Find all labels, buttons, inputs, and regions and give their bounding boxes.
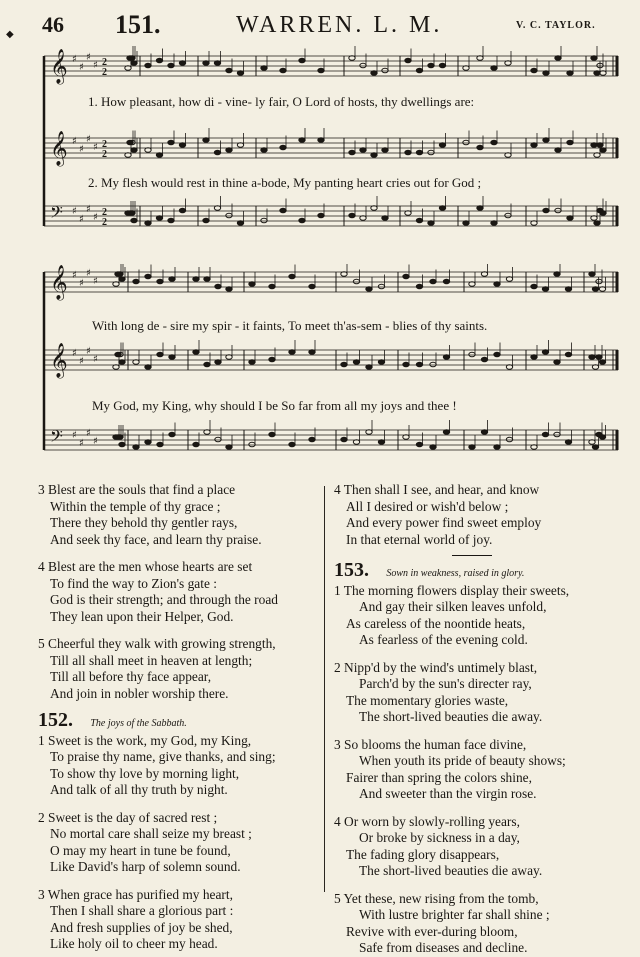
left-column	[38, 482, 278, 953]
note-head	[353, 279, 359, 284]
sharp-icon: ♯	[79, 214, 84, 225]
note-head	[463, 140, 469, 145]
sharp-icon: ♯	[79, 62, 84, 73]
note-head	[594, 71, 600, 76]
verse-line: Or broke by sickness in a day,	[359, 830, 520, 845]
note-head	[289, 274, 295, 279]
verse-line: And gay their silken leaves unfold,	[359, 599, 547, 614]
sharp-icon: ♯	[93, 142, 98, 153]
verse-line: Revive with ever-during bloom,	[346, 923, 518, 939]
note-head	[567, 71, 573, 76]
note-head	[131, 61, 137, 66]
verse-line: As careless of the noontide heats,	[346, 615, 526, 631]
right-column	[334, 482, 569, 957]
note-head	[156, 58, 162, 63]
verse-line: As fearless of the evening cold.	[359, 632, 528, 647]
note-head	[203, 218, 209, 223]
sharp-icon: ♯	[86, 428, 91, 439]
note-head	[469, 445, 475, 450]
sharp-icon: ♯	[79, 438, 84, 449]
note-head	[531, 284, 537, 289]
note-head	[382, 68, 388, 73]
verse-line: And every power find sweet employ	[346, 515, 542, 530]
note-head	[443, 355, 449, 360]
note-head	[589, 272, 595, 277]
note-head	[542, 350, 548, 355]
verse-line: The short-lived beauties die away.	[359, 709, 543, 724]
staff-system-1	[38, 38, 622, 238]
note-head	[565, 440, 571, 445]
verse-line: 1 The morning flowers display their sweets,	[334, 582, 570, 598]
note-head	[555, 56, 561, 61]
note-head	[596, 355, 602, 360]
verse-line: Then I shall share a glorious part :	[50, 903, 234, 918]
note-head	[129, 56, 135, 61]
note-head	[179, 143, 185, 148]
music-system-2	[38, 264, 622, 464]
note-head	[193, 350, 199, 355]
note-head	[589, 355, 595, 360]
note-head	[214, 150, 220, 155]
note-head	[439, 206, 445, 211]
note-head	[168, 140, 174, 145]
note-head	[261, 66, 267, 71]
note-head	[594, 221, 600, 226]
note-head	[600, 211, 606, 216]
note-head	[599, 435, 605, 440]
sharp-icon: ♯	[93, 60, 98, 71]
note-head	[117, 272, 123, 277]
verse-line: Like David's harp of solemn sound.	[50, 859, 241, 874]
staves	[44, 46, 618, 228]
note-head	[157, 279, 163, 284]
note-head	[378, 440, 384, 445]
note-head	[439, 143, 445, 148]
verse-line: Till all shall meet in heaven at length;	[50, 652, 253, 668]
note-head	[269, 284, 275, 289]
note-head	[169, 277, 175, 282]
verse-line: The momentary glories waste,	[346, 692, 509, 708]
note-head	[318, 138, 324, 143]
note-head	[439, 63, 445, 68]
note-head	[416, 362, 422, 367]
verse-line: All I desired or wish'd below ;	[346, 498, 509, 514]
note-head	[405, 58, 411, 63]
note-head	[430, 279, 436, 284]
note-head	[403, 362, 409, 367]
note-head	[215, 284, 221, 289]
verse-line: God is their strength; and through the road	[50, 592, 278, 607]
hymn-153-subtitle: Sown in weakness, raised in glory.	[386, 568, 525, 579]
note-head	[119, 360, 125, 365]
note-head	[378, 360, 384, 365]
note-head	[600, 148, 606, 153]
verse-line: And talk of all thy truth by night.	[50, 782, 228, 797]
hymn-152-number: 152.	[38, 709, 73, 731]
note-head	[592, 287, 598, 292]
verse-line: 1 Sweet is the work, my God, my King,	[38, 732, 252, 748]
sharp-icon: ♯	[86, 346, 91, 357]
note-head	[371, 71, 377, 76]
note-head	[203, 138, 209, 143]
note-head	[543, 138, 549, 143]
note-head	[299, 58, 305, 63]
lyric-line-3: With long de - sire my spir - it faints, To meet th'as-sem - blies of thy saints.	[92, 318, 488, 333]
sharp-icon: ♯	[72, 348, 77, 359]
note-head	[366, 365, 372, 370]
section-divider	[452, 555, 492, 556]
verse-line: 5 Yet these, new rising from the tomb,	[334, 890, 539, 906]
note-head	[309, 350, 315, 355]
verse-line: 4 Blest are the men whose hearts are set	[38, 559, 253, 574]
verse-line: Parch'd by the sun's directer ray,	[359, 676, 532, 691]
note-head	[226, 445, 232, 450]
note-head	[491, 221, 497, 226]
hymn-153-heading	[334, 559, 569, 583]
music-system-1	[38, 38, 622, 238]
note-head	[131, 218, 137, 223]
note-head	[179, 61, 185, 66]
lyric-line-4: My God, my King, why should I be So far from all my joys and thee !	[92, 398, 457, 413]
note-head	[403, 274, 409, 279]
verse-line: O may my heart in tune be found,	[50, 842, 231, 858]
note-head	[505, 213, 511, 218]
sharp-icon: ♯	[93, 354, 98, 365]
verse-line: 4 Or worn by slowly-rolling years,	[334, 813, 520, 829]
note-head	[117, 435, 123, 440]
note-head	[215, 360, 221, 365]
verse-line: In that eternal world of joy.	[346, 531, 493, 547]
verse-line: With lustre brighter far shall shine ;	[359, 907, 550, 922]
note-head	[591, 143, 597, 148]
note-head	[371, 153, 377, 158]
note-head	[565, 352, 571, 357]
verse-line: Like holy oil to cheer my head.	[50, 936, 218, 951]
note-head	[193, 277, 199, 282]
note-head	[237, 221, 243, 226]
sharp-icon: ♯	[86, 268, 91, 279]
note-head	[565, 287, 571, 292]
note-head	[129, 211, 135, 216]
note-head	[214, 61, 220, 66]
note-head	[226, 287, 232, 292]
note-head	[226, 68, 232, 73]
note-head	[591, 56, 597, 61]
note-head	[491, 140, 497, 145]
treble-clef-icon: 𝄞	[50, 265, 68, 300]
note-head	[131, 148, 137, 153]
note-head	[299, 218, 305, 223]
sharp-icon: ♯	[79, 278, 84, 289]
note-head	[382, 216, 388, 221]
note-head	[157, 442, 163, 447]
note-head	[280, 68, 286, 73]
time-signature: 2	[102, 207, 107, 218]
note-head	[145, 221, 151, 226]
note-head	[157, 352, 163, 357]
verse-line: And join in nobler worship there.	[50, 685, 229, 701]
note-head	[360, 63, 366, 68]
note-head	[477, 145, 483, 150]
note-head	[119, 442, 125, 447]
note-head	[204, 362, 210, 367]
note-head	[349, 213, 355, 218]
note-head	[289, 442, 295, 447]
note-head	[249, 360, 255, 365]
hymn-number: 151.	[115, 10, 161, 39]
note-head	[494, 445, 500, 450]
note-head	[428, 221, 434, 226]
tune-title: WARREN. L. M.	[236, 12, 443, 38]
verse-line: And sweeter than the virgin rose.	[359, 786, 537, 801]
note-head	[542, 287, 548, 292]
sharp-icon: ♯	[93, 276, 98, 287]
note-head	[491, 66, 497, 71]
note-head	[430, 362, 436, 367]
note-head	[289, 350, 295, 355]
verse-line: Safe from diseases and decline.	[359, 940, 528, 955]
bass-clef-icon: 𝄢	[50, 426, 63, 450]
note-head	[554, 360, 560, 365]
note-head	[269, 357, 275, 362]
note-head	[261, 218, 267, 223]
note-head	[554, 432, 560, 437]
note-head	[463, 221, 469, 226]
verse-line: 4 Then shall I see, and hear, and know	[334, 482, 540, 497]
sharp-icon: ♯	[86, 204, 91, 215]
sharp-icon: ♯	[72, 136, 77, 147]
note-head	[430, 445, 436, 450]
note-head	[542, 432, 548, 437]
note-head	[318, 213, 324, 218]
note-head	[318, 68, 324, 73]
verse-line: To find the way to Zion's gate :	[50, 575, 217, 591]
note-head	[353, 360, 359, 365]
verse-line: Till all before thy face appear,	[50, 669, 212, 684]
verse-line: The fading glory disappears,	[346, 846, 500, 862]
margin-mark: ◆	[6, 29, 14, 40]
note-head	[133, 445, 139, 450]
note-head	[299, 138, 305, 143]
note-head	[382, 148, 388, 153]
note-head	[596, 279, 602, 284]
note-head	[237, 71, 243, 76]
note-head	[531, 355, 537, 360]
verse-line: And fresh supplies of joy be shed,	[50, 919, 233, 935]
verse-line: To show thy love by morning light,	[50, 765, 240, 781]
sharp-icon: ♯	[72, 206, 77, 217]
time-signature: 2	[102, 57, 107, 68]
note-head	[349, 150, 355, 155]
note-head	[249, 442, 255, 447]
verse-line: To praise thy name, give thanks, and sing;	[50, 749, 276, 764]
note-head	[203, 61, 209, 66]
note-head	[531, 68, 537, 73]
note-head	[416, 442, 422, 447]
verse-line: 5 Cheerful they walk with growing strength,	[38, 636, 276, 651]
hymn-152-heading	[38, 709, 278, 733]
note-head	[366, 287, 372, 292]
note-head	[309, 437, 315, 442]
note-head	[226, 213, 232, 218]
note-head	[145, 274, 151, 279]
note-head	[133, 279, 139, 284]
verse-line: 3 Blest are the souls that find a place	[38, 482, 236, 497]
sharp-icon: ♯	[72, 270, 77, 281]
sharp-icon: ♯	[72, 430, 77, 441]
note-head	[599, 360, 605, 365]
note-head	[145, 365, 151, 370]
note-head	[543, 208, 549, 213]
sharp-icon: ♯	[93, 436, 98, 447]
lyric-line-2: 2. My flesh would rest in thine a-bode, My panting heart cries out for God ;	[88, 175, 482, 190]
verse-line: No mortal care shall seize my breast ;	[50, 826, 252, 841]
note-head	[309, 284, 315, 289]
note-head	[477, 206, 483, 211]
time-signature: 2	[102, 217, 107, 228]
verse-line: And seek thy face, and learn thy praise.	[50, 531, 262, 547]
verse-line: 3 When grace has purified my heart,	[38, 886, 233, 902]
note-head	[169, 355, 175, 360]
note-head	[597, 143, 603, 148]
verse-line: There they behold thy gentler rays,	[50, 515, 238, 530]
note-head	[341, 437, 347, 442]
note-head	[416, 284, 422, 289]
note-head	[481, 357, 487, 362]
sharp-icon: ♯	[79, 144, 84, 155]
note-head	[261, 148, 267, 153]
bass-clef-icon: 𝄢	[50, 202, 63, 226]
hymn-152-subtitle: The joys of the Sabbath.	[90, 718, 187, 729]
verse-line: Fairer than spring the colors shine,	[346, 769, 532, 785]
note-head	[204, 277, 210, 282]
note-head	[567, 140, 573, 145]
note-head	[341, 362, 347, 367]
note-head	[168, 63, 174, 68]
note-head	[119, 277, 125, 282]
verse-line: They lean upon their Helper, God.	[50, 608, 234, 624]
treble-clef-icon: 𝄞	[50, 131, 68, 166]
note-head	[469, 352, 475, 357]
note-head	[428, 150, 434, 155]
note-head	[543, 71, 549, 76]
note-head	[494, 282, 500, 287]
note-head	[494, 352, 500, 357]
note-head	[506, 437, 512, 442]
note-head	[280, 208, 286, 213]
page-number: 46	[42, 12, 64, 37]
note-head	[416, 218, 422, 223]
staff-system-2	[38, 264, 622, 464]
note-head	[145, 440, 151, 445]
note-head	[156, 153, 162, 158]
sharp-icon: ♯	[72, 54, 77, 65]
verse-line: The short-lived beauties die away.	[359, 863, 543, 878]
treble-clef-icon: 𝄞	[50, 49, 68, 84]
note-head	[280, 145, 286, 150]
verse-line: 2 Nipp'd by the wind's untimely blast,	[334, 659, 538, 675]
verse-line: Within the temple of thy grace ;	[50, 498, 221, 514]
note-head	[416, 68, 422, 73]
sharp-icon: ♯	[93, 212, 98, 223]
note-head	[179, 208, 185, 213]
treble-clef-icon: 𝄞	[50, 343, 68, 378]
hymn-153-number: 153.	[334, 559, 369, 581]
note-head	[249, 282, 255, 287]
note-head	[360, 148, 366, 153]
note-head	[145, 63, 151, 68]
note-head	[169, 432, 175, 437]
note-head	[378, 284, 384, 289]
note-head	[592, 445, 598, 450]
note-head	[416, 150, 422, 155]
note-head	[443, 279, 449, 284]
note-head	[555, 148, 561, 153]
note-head	[226, 148, 232, 153]
staves	[44, 264, 618, 450]
note-head	[156, 216, 162, 221]
note-head	[405, 150, 411, 155]
note-head	[428, 63, 434, 68]
note-head	[215, 437, 221, 442]
time-signature: 2	[102, 139, 107, 150]
column-rule	[324, 486, 325, 892]
verse-line: When youth its pride of beauty shows;	[359, 753, 566, 768]
note-head	[193, 442, 199, 447]
note-head	[555, 208, 561, 213]
page-header	[0, 10, 640, 40]
note-head	[443, 430, 449, 435]
time-signature: 2	[102, 67, 107, 78]
sharp-icon: ♯	[86, 52, 91, 63]
verse-line: 3 So blooms the human face divine,	[334, 736, 527, 752]
composer: V. C. TAYLOR.	[516, 20, 596, 31]
verse-line: 2 Sweet is the day of sacred rest ;	[38, 809, 218, 825]
note-head	[168, 218, 174, 223]
sharp-icon: ♯	[79, 356, 84, 367]
note-head	[269, 432, 275, 437]
sharp-icon: ♯	[86, 134, 91, 145]
note-head	[567, 216, 573, 221]
lyric-line-1: 1. How pleasant, how di - vine- ly fair, O Lord of hosts, thy dwellings are:	[88, 94, 475, 109]
note-head	[554, 272, 560, 277]
note-head	[481, 430, 487, 435]
note-head	[531, 143, 537, 148]
time-signature: 2	[102, 149, 107, 160]
